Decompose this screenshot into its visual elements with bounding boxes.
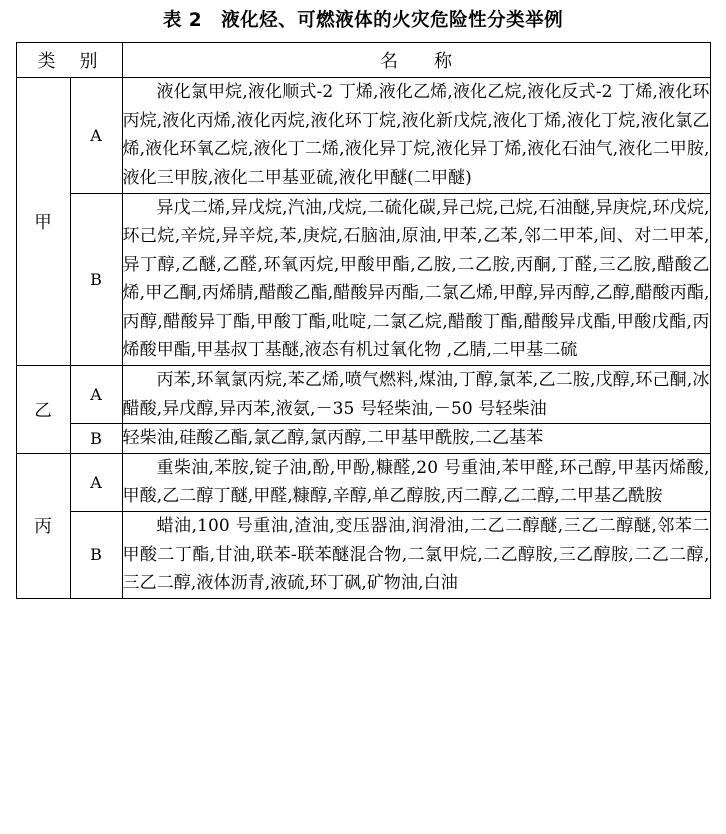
subcategory-cell-jia-b: B — [70, 193, 122, 366]
name-cell-jia-b: 异戊二烯,异戊烷,汽油,戊烷,二硫化碳,异己烷,己烷,石油醚,异庚烷,环戊烷,环己烷,辛烷,异辛烷,苯,庚烷,石脑油,原油,甲苯,乙苯,邻二甲苯,间、对二甲苯,异丁醇,乙醚,乙醛,环氧丙烷,甲酸甲酯,乙胺,二乙胺,丙酮,丁醛,三乙胺,醋酸乙烯,甲乙酮,丙烯腈,醋酸乙酯,醋酸异丙酯,二氯乙烯,甲醇,异丙醇,乙醇,醋酸丙酯,丙醇,醋酸异丁酯,甲酸丁酯,吡啶,二氯乙烷,醋酸丁酯,醋酸异戊酯,甲酸戊酯,丙烯酸甲酯,甲基叔丁基醚,液态有机过氧化物 ,乙腈,二甲基二硫 — [122, 193, 710, 366]
table-row — [16, 424, 710, 454]
name-cell-jia-a: 液化氯甲烷,液化顺式-2 丁烯,液化乙烯,液化乙烷,液化反式-2 丁烯,液化环丙烷,液化丙烯,液化丙烷,液化环丁烷,液化新戊烷,液化丁烯,液化丁烷,液化氯乙烯,液化环氧乙烷,液化丁二烯,液化异丁烷,液化异丁烯,液化石油气,液化二甲胺,液化三甲胺,液化二甲基亚硫,液化甲醚(二甲醚) — [122, 78, 710, 193]
name-cell-yi-b: 轻柴油,硅酸乙酯,氯乙醇,氯丙醇,二甲基甲酰胺,二乙基苯 — [122, 424, 710, 454]
table-row — [16, 453, 710, 511]
subcategory-cell-bing-a: A — [70, 453, 122, 511]
subcategory-cell-yi-b: B — [70, 424, 122, 454]
header-name: 名 称 — [122, 43, 710, 78]
table-title: 表 2 液化烃、可燃液体的火灾危险性分类举例 — [162, 10, 564, 31]
table-row — [16, 366, 710, 424]
table-row — [16, 512, 710, 599]
category-cell-jia: 甲 — [16, 78, 70, 366]
category-cell-bing: 丙 — [16, 453, 70, 598]
name-cell-yi-a: 丙苯,环氧氯丙烷,苯乙烯,喷气燃料,煤油,丁醇,氯苯,乙二胺,戊醇,环己酮,冰醋酸,异戊醇,异丙苯,液氨,－35 号轻柴油,－50 号轻柴油 — [122, 366, 710, 424]
table-row — [16, 193, 710, 366]
category-cell-yi: 乙 — [16, 366, 70, 454]
name-cell-bing-a: 重柴油,苯胺,锭子油,酚,甲酚,糠醛,20 号重油,苯甲醛,环己醇,甲基丙烯酸,甲酸,乙二醇丁醚,甲醛,糠醇,辛醇,单乙醇胺,丙二醇,乙二醇,二甲基乙酰胺 — [122, 453, 710, 511]
subcategory-cell-jia-a: A — [70, 78, 122, 193]
header-category: 类 别 — [16, 43, 122, 78]
table-row — [16, 78, 710, 193]
name-cell-bing-b: 蜡油,100 号重油,渣油,变压器油,润滑油,二乙二醇醚,三乙二醇醚,邻苯二甲酸二丁酯,甘油,联苯-联苯醚混合物,二氯甲烷,二乙醇胺,三乙醇胺,二乙二醇,三乙二醇,液体沥青,液硫,环丁砜,矿物油,白油 — [122, 512, 710, 599]
fire-hazard-classification-table — [16, 42, 711, 599]
subcategory-cell-yi-a: A — [70, 366, 122, 424]
table-header-row — [16, 43, 710, 78]
subcategory-cell-bing-b: B — [70, 512, 122, 599]
